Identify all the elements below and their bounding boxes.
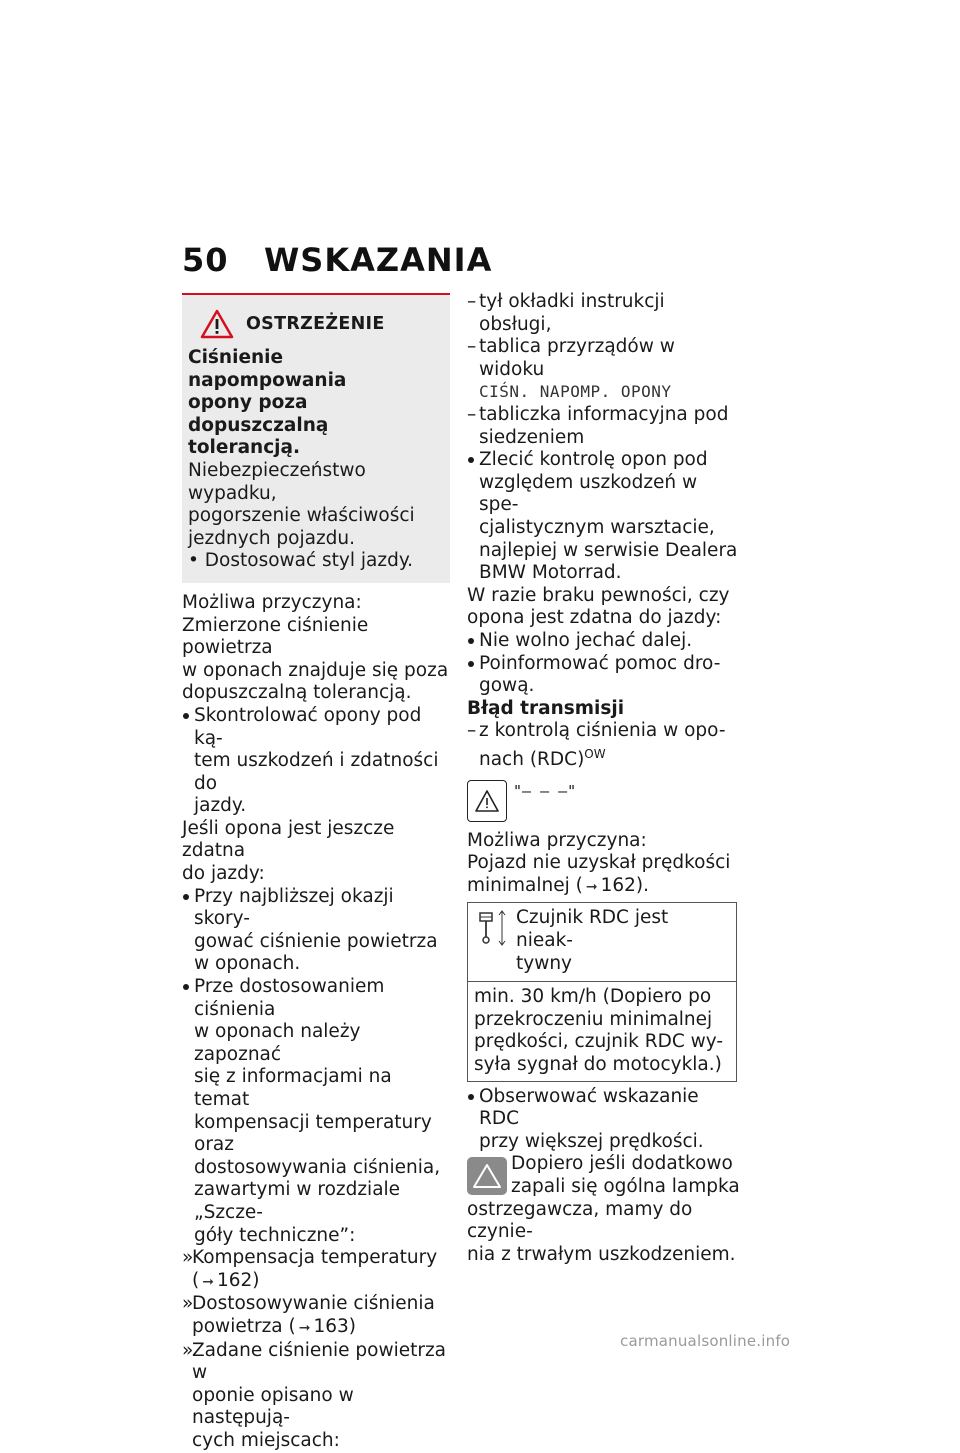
cause-line: w oponach znajduje się poza bbox=[182, 659, 449, 681]
bullet-line: się z informacjami na temat bbox=[194, 1066, 392, 1110]
error-item bbox=[467, 720, 742, 771]
warning-bold-line: Ciśnienie napompowania bbox=[188, 347, 347, 391]
location-item bbox=[467, 291, 742, 336]
bullet-line: Przy najbliższej okazji skory- bbox=[194, 885, 394, 930]
page-title: WSKAZANIA bbox=[264, 241, 493, 279]
bullet-line: Obserwować wskazanie RDC bbox=[479, 1085, 699, 1130]
reference-temperature-compensation[interactable] bbox=[182, 1247, 450, 1293]
warning-action: • Dostosować styl jazdy. bbox=[188, 550, 414, 572]
bullet-call-roadside bbox=[467, 653, 742, 698]
bullet-line: względem uszkodzeń w spe- bbox=[479, 471, 698, 516]
bullet-line: tem uszkodzeń i zdatności do bbox=[194, 750, 439, 794]
cause-line: minimalnej ( ➞ 162). bbox=[467, 875, 742, 899]
cause-line: Zmierzone ciśnienie powietrza bbox=[182, 614, 369, 659]
bullet-line: przy większej prędkości. bbox=[479, 1130, 704, 1152]
lamp-text bbox=[511, 1153, 740, 1198]
section-heading: Błąd transmisji bbox=[467, 697, 625, 719]
location-item bbox=[467, 336, 742, 381]
watermark: carmanualsonline.info bbox=[620, 1332, 791, 1350]
general-warning-lamp-row bbox=[467, 1153, 742, 1198]
location-text: – tył okładki instrukcji obsługi, bbox=[479, 291, 665, 335]
optional-equipment-marker: OW bbox=[584, 746, 606, 761]
cause-line: dopuszczalną tolerancją. bbox=[182, 682, 412, 704]
reference-target-pressure bbox=[182, 1340, 450, 1453]
left-column bbox=[182, 293, 450, 1453]
bullet-line: BMW Motorrad. bbox=[479, 562, 622, 584]
reference-page-line bbox=[192, 1316, 450, 1340]
general-warning-lamp-icon bbox=[467, 1157, 507, 1195]
bullet-line: gować ciśnienie powietrza bbox=[194, 930, 438, 952]
rdc-note-line: min. 30 km/h (Dopiero po bbox=[474, 986, 712, 1008]
reference-text: » Dostosowywanie ciśnienia bbox=[192, 1293, 435, 1315]
bullet-line: Skontrolować opony pod ką- bbox=[194, 704, 422, 749]
reference-pressure-adjustment[interactable] bbox=[182, 1293, 450, 1339]
rdc-note-row bbox=[468, 982, 736, 1080]
cause-label: Możliwa przyczyna: bbox=[182, 591, 362, 613]
reference-page-line: ( ➞ 162) bbox=[192, 1270, 450, 1294]
reference-page: 163) bbox=[313, 1315, 356, 1337]
warning-triangle-icon bbox=[467, 780, 507, 822]
bullet-line: Poinformować pomoc dro- bbox=[479, 652, 721, 674]
bullet-line: zawartymi w rozdziale „Szcze- bbox=[194, 1179, 401, 1223]
right-column bbox=[467, 291, 742, 1266]
warning-header bbox=[200, 309, 444, 339]
bullet-correct-pressure bbox=[182, 886, 450, 976]
warning-body-line: Niebezpieczeństwo wypadku, bbox=[188, 459, 366, 504]
warning-body-line: jezdnych pojazdu. bbox=[188, 527, 356, 549]
warning-triangle-icon bbox=[200, 309, 234, 339]
page-number: 50 bbox=[182, 241, 229, 279]
rdc-status-line: tywny bbox=[516, 952, 573, 974]
bullet-line: gową. bbox=[479, 675, 535, 697]
display-view-name: CIŚN. NAPOMP. OPONY bbox=[479, 382, 672, 402]
display-readout: "– – –" bbox=[513, 781, 577, 800]
condition-line: Jeśli opona jest jeszcze zdatna bbox=[182, 817, 395, 862]
reference-page: 162) bbox=[216, 1269, 260, 1291]
rdc-status-table bbox=[467, 902, 737, 1081]
page-reference-arrow-icon: ➞ bbox=[585, 878, 598, 895]
bullet-line: Prze dostosowaniem ciśnienia bbox=[194, 976, 385, 1020]
reference-prefix: powietrza ( bbox=[192, 1315, 296, 1337]
bullet-line: cjalistycznym warsztacie, bbox=[479, 516, 715, 538]
reference-text: » Zadane ciśnienie powietrza w bbox=[192, 1339, 447, 1384]
bullet-line: góły techniczne”: bbox=[194, 1224, 356, 1246]
location-text: – tabliczka informacyjna pod bbox=[479, 403, 729, 425]
reference-text: cych miejscach: bbox=[192, 1429, 340, 1451]
reference-text: oponie opisano w następują- bbox=[192, 1384, 354, 1429]
warning-bold-line: opony poza dopuszczalną bbox=[188, 392, 329, 436]
bullet-read-info bbox=[182, 976, 450, 1247]
warning-body-line: pogorszenie właściwości bbox=[188, 505, 415, 527]
rdc-status-line: Czujnik RDC jest nieak- bbox=[516, 907, 669, 951]
bullet-line: Zlecić kontrolę opon pod bbox=[479, 449, 708, 471]
error-text bbox=[479, 743, 742, 772]
error-text: – z kontrolą ciśnienia w opo- bbox=[479, 720, 726, 742]
rdc-note-line: przekroczeniu minimalnej bbox=[474, 1008, 713, 1030]
page-reference-arrow-icon: ➞ bbox=[298, 1319, 311, 1336]
page-reference-arrow-icon: ➞ bbox=[202, 1273, 214, 1290]
bullet-line: jazdy. bbox=[194, 795, 247, 817]
bullet-line: w oponach należy zapoznać bbox=[194, 1021, 361, 1065]
rdc-status-row bbox=[468, 903, 736, 982]
bullet-line: dostosowywania ciśnienia, bbox=[194, 1156, 441, 1178]
reference-page[interactable]: 162). bbox=[600, 874, 650, 896]
final-line: nia z trwałym uszkodzeniem. bbox=[467, 1243, 736, 1265]
bullet-line: Nie wolno jechać dalej. bbox=[479, 629, 693, 651]
display-indicator-row bbox=[467, 780, 742, 822]
cause-text: minimalnej bbox=[467, 874, 570, 896]
bullet-observe-rdc bbox=[467, 1086, 742, 1154]
bullet-inspect bbox=[182, 705, 450, 818]
warning-box bbox=[182, 293, 450, 583]
lamp-line: Dopiero jeśli dodatkowo bbox=[511, 1153, 733, 1175]
condition-line: do jazdy: bbox=[182, 863, 265, 885]
bullet-do-not-drive bbox=[467, 630, 742, 653]
unsure-line: opona jest zdatna do jazdy: bbox=[467, 607, 722, 629]
bullet-line: najlepiej w serwisie Dealera bbox=[479, 539, 738, 561]
final-line: ostrzegawcza, mamy do czynie- bbox=[467, 1198, 693, 1243]
warning-title: OSTRZEŻENIE bbox=[246, 313, 385, 334]
cause-label: Możliwa przyczyna: bbox=[467, 829, 647, 851]
reference-text: » Kompensacja temperatury bbox=[192, 1247, 438, 1269]
tire-pressure-sensor-icon bbox=[474, 907, 510, 949]
cause-line: Pojazd nie uzyskał prędkości bbox=[467, 852, 731, 874]
rdc-status-text bbox=[516, 907, 730, 975]
bullet-line: kompensacji temperatury oraz bbox=[194, 1111, 432, 1156]
warning-bold-line: tolerancją. bbox=[188, 437, 301, 459]
rdc-note-line: prędkości, czujnik RDC wy- bbox=[474, 1031, 724, 1053]
bullet-line: w oponach. bbox=[194, 953, 301, 975]
lamp-line: zapali się ogólna lampka bbox=[511, 1175, 740, 1197]
rdc-note-line: syła sygnał do motocykla.) bbox=[474, 1053, 722, 1075]
unsure-line: W razie braku pewności, czy bbox=[467, 584, 730, 606]
location-text: – tablica przyrządów w widoku bbox=[479, 336, 675, 380]
error-text-part: nach (RDC) bbox=[479, 749, 585, 771]
location-text: siedzeniem bbox=[479, 426, 585, 448]
bullet-workshop-check bbox=[467, 449, 742, 585]
location-item bbox=[467, 404, 742, 449]
